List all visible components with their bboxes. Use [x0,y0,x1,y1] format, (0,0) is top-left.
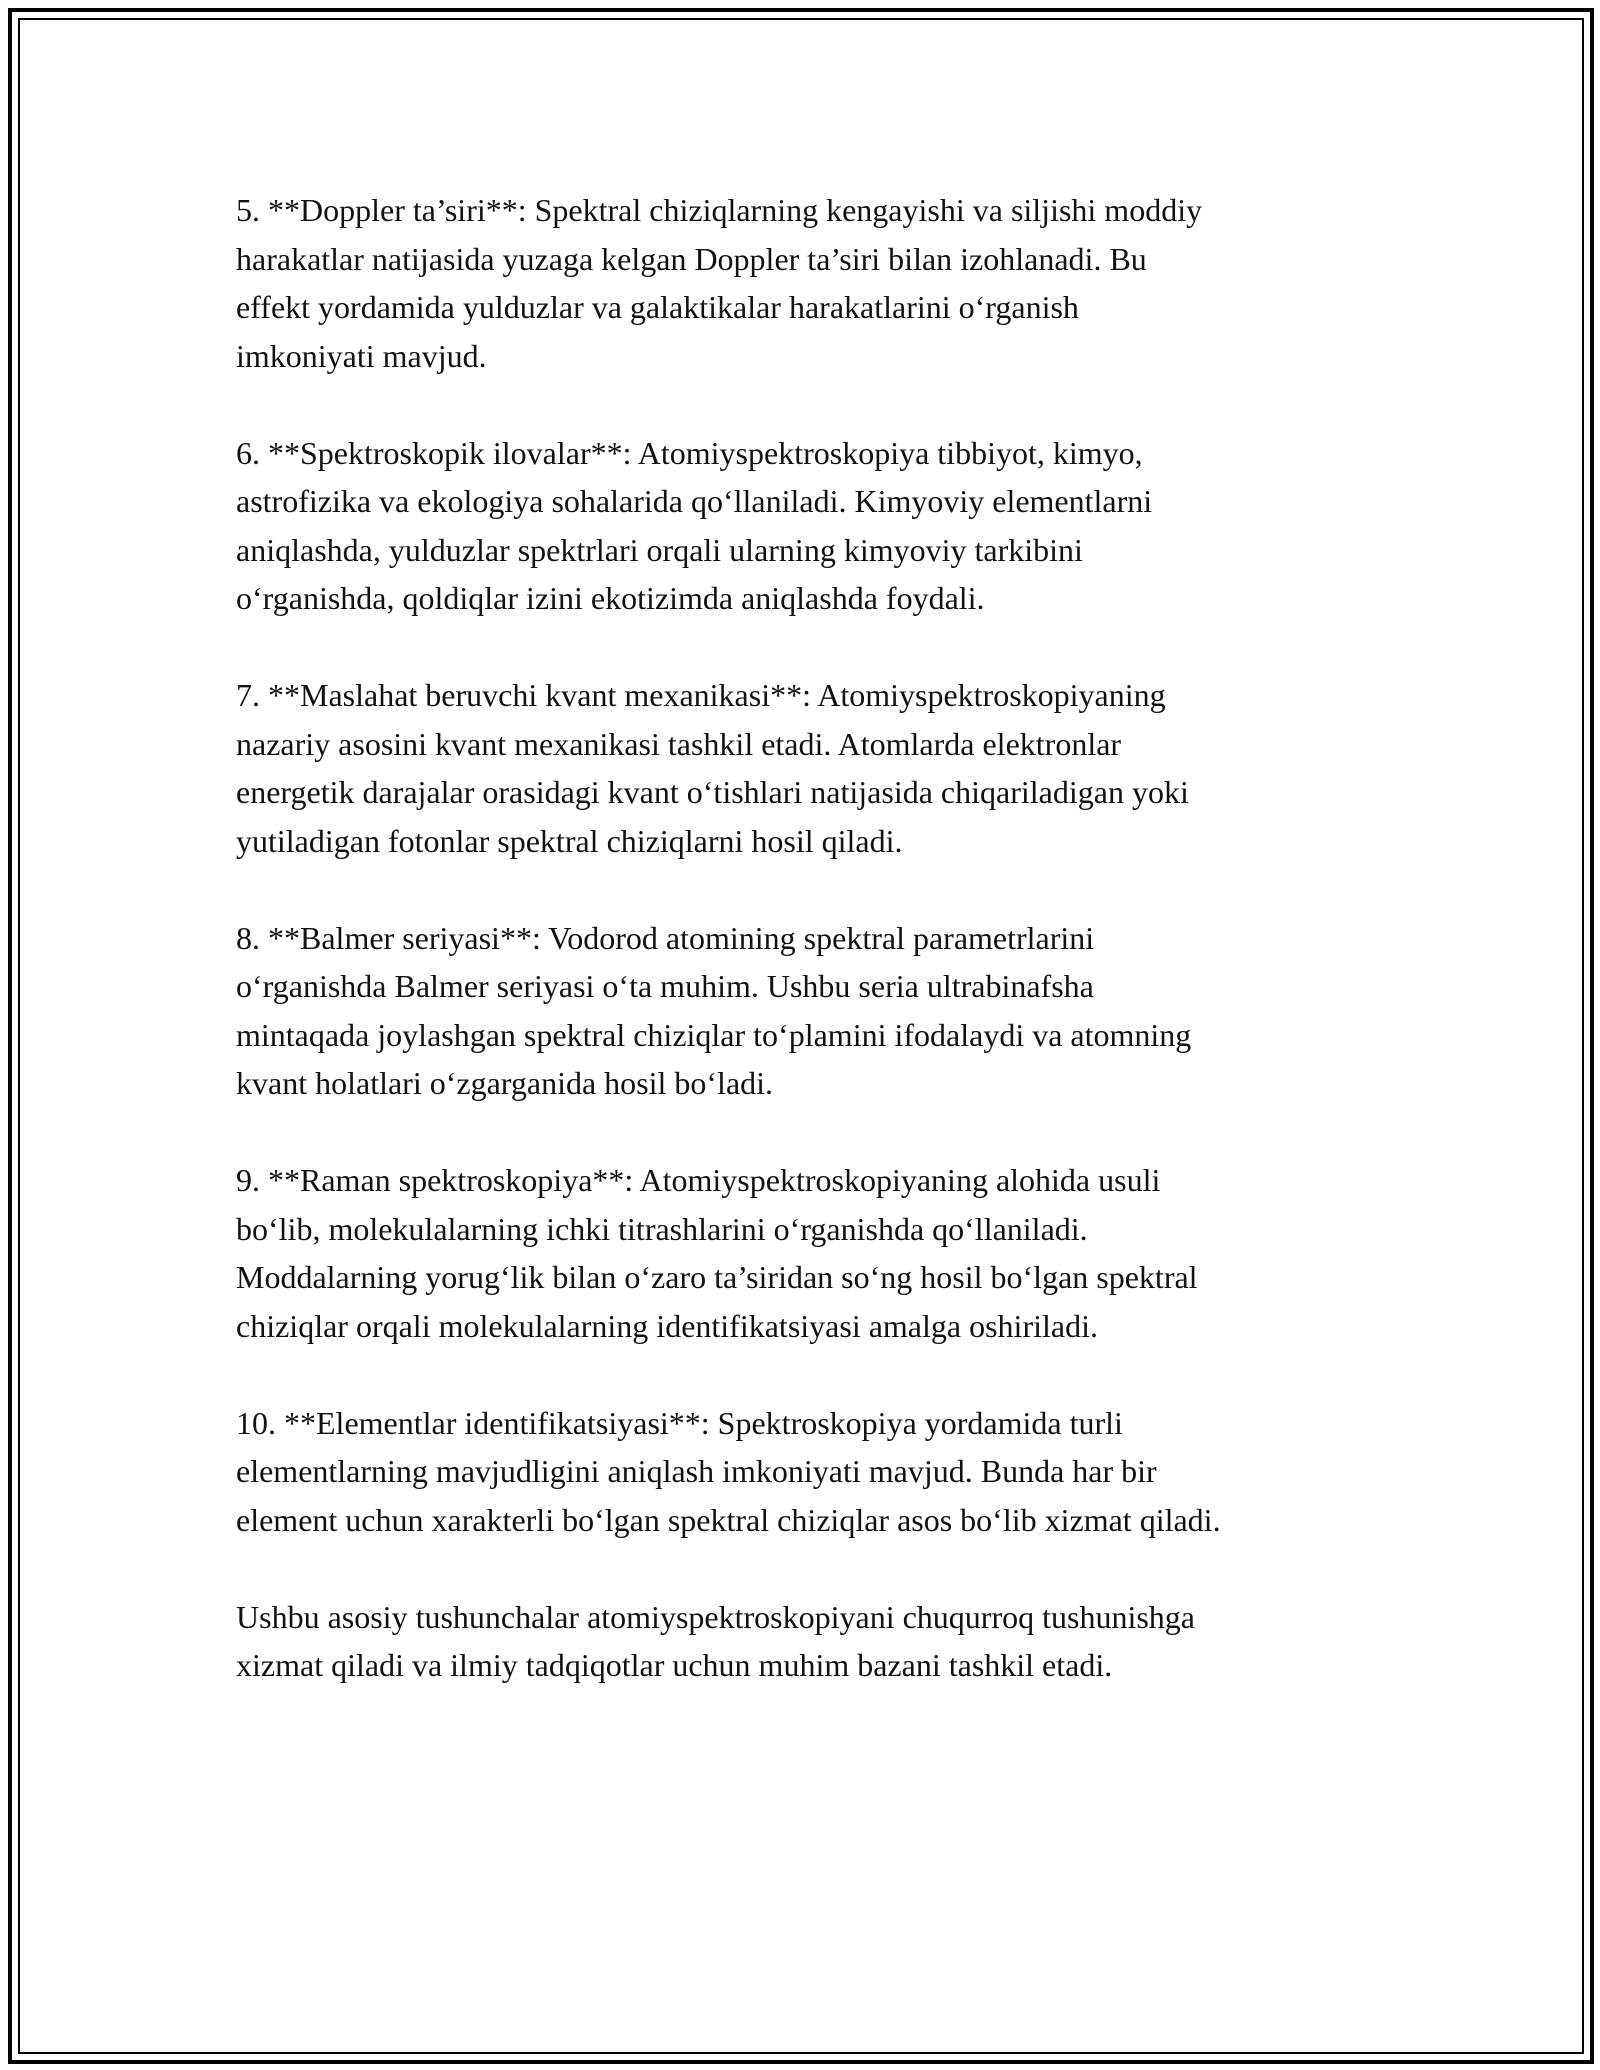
paragraph-conclusion: Ushbu asosiy tushunchalar atomiyspektroskopiyani chuqurroq tushunishga xizmat qiladi va ilmiy tadqiqotlar uchun muhim bazani tashkil etadi. [236,1598,1195,1683]
paragraph-quantum-mechanics: 7. **Maslahat beruvchi kvant mexanikasi**: Atomiyspektroskopiyaning nazariy asosini kvant mexanikasi tashkil etadi. Atomlarda elektronlar energetik darajalar orasidagi kvant oʻtishlari natijasida chiqariladigan yoki yutiladigan fotonlar spektral chiziqlarni hosil qiladi. [236,677,1189,859]
paragraph-doppler: 5. **Doppler ta’siri**: Spektral chiziqlarning kengayishi va siljishi moddiy harakatlar natijasida yuzaga kelgan Doppler ta’siri bilan izohlanadi. Bu effekt yordamida yulduzlar va galaktikalar harakatlarini oʻrganish imkoniyati mavjud. [236,192,1203,374]
document-body [236,186,1386,1738]
paragraph-element-identification: 10. **Elementlar identifikatsiyasi**: Spektroskopiya yordamida turli elementlarning mavjudligini aniqlash imkoniyati mavjud. Bunda har bir element uchun xarakterli boʻlgan spektral chiziqlar asos boʻlib xizmat qiladi. [236,1404,1221,1538]
paragraph-spectroscopic-applications: 6. **Spektroskopik ilovalar**: Atomiyspektroskopiya tibbiyot, kimyo, astrofizika va ekologiya sohalarida qoʻllaniladi. Kimyoviy elementlarni aniqlashda, yulduzlar spektrlari orqali ularning kimyoviy tarkibini oʻrganishda, qoldiqlar izini ekotizimda aniqlashda foydali. [236,434,1153,616]
paragraph-balmer-series: 8. **Balmer seriyasi**: Vodorod atomining spektral parametrlarini oʻrganishda Balmer seriyasi oʻta muhim. Ushbu seria ultrabinafsha mintaqada joylashgan spektral chiziqlar toʻplamini ifodalaydi va atomning kvant holatlari oʻzgarganida hosil boʻladi. [236,919,1192,1101]
paragraph-raman-spectroscopy: 9. **Raman spektroskopiya**: Atomiyspektroskopiyaning alohida usuli boʻlib, molekulalarning ichki titrashlarini oʻrganishda qoʻllaniladi. Moddalarning yorugʻlik bilan oʻzaro ta’siridan soʻng hosil boʻlgan spektral chiziqlar orqali molekulalarning identifikatsiyasi amalga oshiriladi. [236,1162,1198,1344]
